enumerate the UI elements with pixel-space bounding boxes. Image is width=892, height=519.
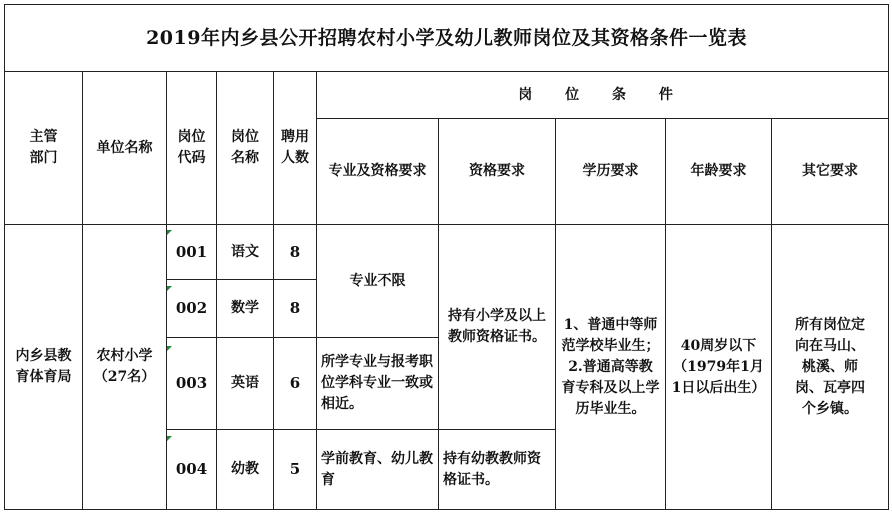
- header-post: 岗位名称: [217, 72, 274, 225]
- header-conditions: 岗 位 条 件: [317, 72, 889, 119]
- table-row-code: 004: [167, 430, 217, 510]
- header-age: 年龄要求: [666, 119, 772, 225]
- cell-qual-primary: 持有小学及以上教师资格证书。: [439, 225, 556, 430]
- header-count: 聘用人数: [274, 72, 317, 225]
- header-code: 岗位代码: [167, 72, 217, 225]
- table-row-post: 数学: [217, 280, 274, 338]
- table-row-code: 002: [167, 280, 217, 338]
- header-major: 专业及资格要求: [317, 119, 439, 225]
- table-row-post: 语文: [217, 225, 274, 280]
- table-row-count: 5: [274, 430, 317, 510]
- cell-education: 1、普通中等师范学校毕业生；2.普通高等教育专科及以上学历毕业生。: [556, 225, 666, 510]
- cell-marker-icon: [167, 346, 172, 351]
- header-dept: 主管部门: [5, 72, 83, 225]
- cell-other: 所有岗位定向在马山、桃溪、师岗、瓦亭四个乡镇。: [772, 225, 889, 510]
- header-other: 其它要求: [772, 119, 889, 225]
- header-unit: 单位名称: [83, 72, 167, 225]
- cell-qual-preschool: 持有幼教教师资格证书。: [439, 430, 556, 510]
- cell-unit: 农村小学（27名）: [83, 225, 167, 510]
- table-row-count: 8: [274, 225, 317, 280]
- cell-age: 40周岁以下（1979年1月1日以后出生）: [666, 225, 772, 510]
- cell-marker-icon: [167, 286, 172, 291]
- header-qualification: 资格要求: [439, 119, 556, 225]
- table-row-count: 6: [274, 338, 317, 430]
- table-row-post: 幼教: [217, 430, 274, 510]
- table-row-post: 英语: [217, 338, 274, 430]
- cell-major-english: 所学专业与报考职位学科专业一致或相近。: [317, 338, 439, 430]
- cell-major-unrestricted: 专业不限: [317, 225, 439, 338]
- recruitment-table-frame: [4, 4, 888, 515]
- cell-marker-icon: [167, 436, 172, 441]
- cell-dept: 内乡县教育体育局: [5, 225, 83, 510]
- cell-marker-icon: [167, 230, 172, 235]
- table-title: 2019年内乡县公开招聘农村小学及幼儿教师岗位及其资格条件一览表: [5, 5, 889, 72]
- recruitment-table: [4, 4, 889, 510]
- table-row-count: 8: [274, 280, 317, 338]
- cell-major-preschool: 学前教育、幼儿教育: [317, 430, 439, 510]
- header-education: 学历要求: [556, 119, 666, 225]
- table-row-code: 001: [167, 225, 217, 280]
- table-row-code: 003: [167, 338, 217, 430]
